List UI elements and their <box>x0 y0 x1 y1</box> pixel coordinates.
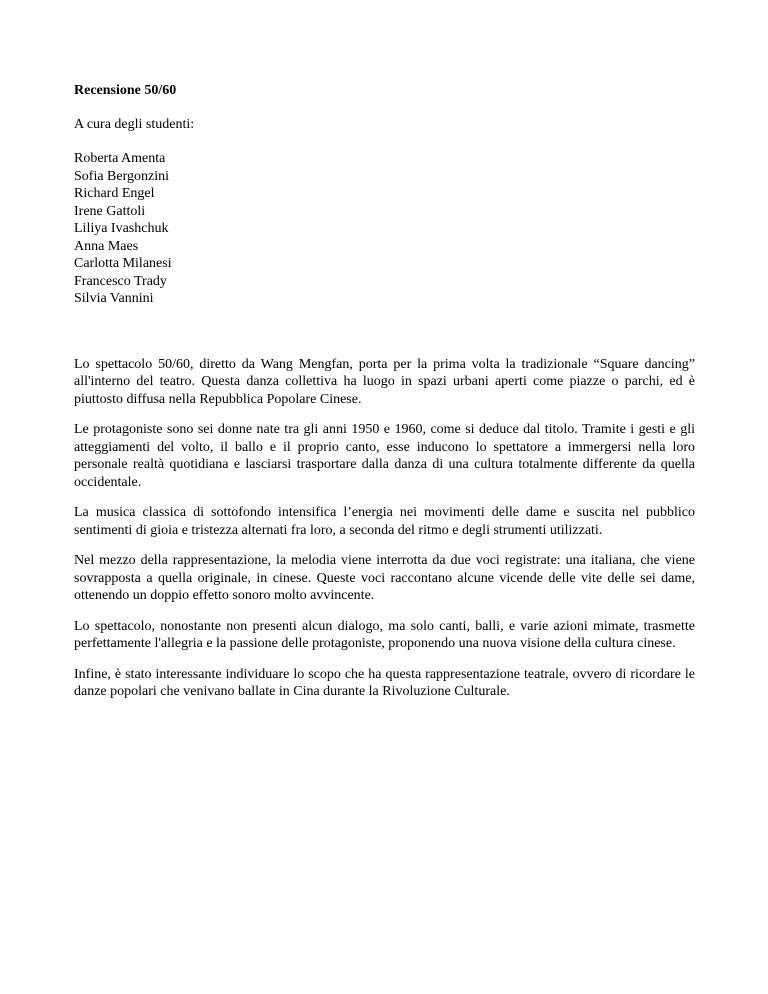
student-name: Sofia Bergonzini <box>74 168 170 184</box>
review-paragraph: Infine, è stato interessante individuare lo scopo che ha questa rappresentazione teatrale, ovvero di ricordare le danze popolari che venivano ballate in Cina durante la Rivoluzione Culturale. <box>74 666 695 699</box>
review-paragraph: Lo spettacolo, nonostante non presenti alcun dialogo, ma solo canti, balli, e varie azioni mimate, trasmette perfettamente l'allegria e la passione delle protagoniste, proponendo una nuova visione della cultura cinese. <box>74 618 695 651</box>
student-name: Silvia Vannini <box>74 291 154 306</box>
student-name: Roberta Amenta <box>74 151 166 166</box>
student-list <box>74 150 695 308</box>
review-paragraph: Nel mezzo della rappresentazione, la melodia viene interrotta da due voci registrate: una italiana, che viene sovrapposta a quella originale, in cinese. Queste voci raccontano alcune vicende delle vite delle sei dame, ottenendo un doppio effetto sonoro molto avvincente. <box>74 553 695 603</box>
document-subtitle: A cura degli studenti: <box>74 116 195 132</box>
review-paragraph: La musica classica di sottofondo intensifica l’energia nei movimenti delle dame e suscita nel pubblico sentimenti di gioia e tristezza alternati fra loro, a seconda del ritmo e degli strumenti utilizzati. <box>74 505 695 538</box>
student-name: Francesco Trady <box>74 273 167 289</box>
review-paragraph: Le protagoniste sono sei donne nate tra gli anni 1950 e 1960, come si deduce dal titolo. Tramite i gesti e gli atteggiamenti del volto, il ballo e il proprio canto, esse inducono lo spettatore a immergersi nella loro personale realtà quotidiana e lasciarsi trasportare dalla danza di una cultura totalmente differente da quella occidentale. <box>74 422 695 490</box>
student-name: Anna Maes <box>74 238 139 254</box>
student-name: Irene Gattoli <box>74 203 146 219</box>
student-name: Carlotta Milanesi <box>74 256 172 271</box>
document-body <box>74 82 695 714</box>
student-name: Richard Engel <box>74 186 155 201</box>
review-paragraph: Lo spettacolo 50/60, diretto da Wang Mengfan, porta per la prima volta la tradizionale “Square dancing” all'interno del teatro. Questa danza collettiva ha luogo in spazi urbani aperti come piazze o parchi, ed è piuttosto diffusa nella Repubblica Popolare Cinese. <box>74 356 695 407</box>
student-name: Liliya Ivashchuk <box>74 221 169 236</box>
document-title: Recensione 50/60 <box>74 83 177 98</box>
